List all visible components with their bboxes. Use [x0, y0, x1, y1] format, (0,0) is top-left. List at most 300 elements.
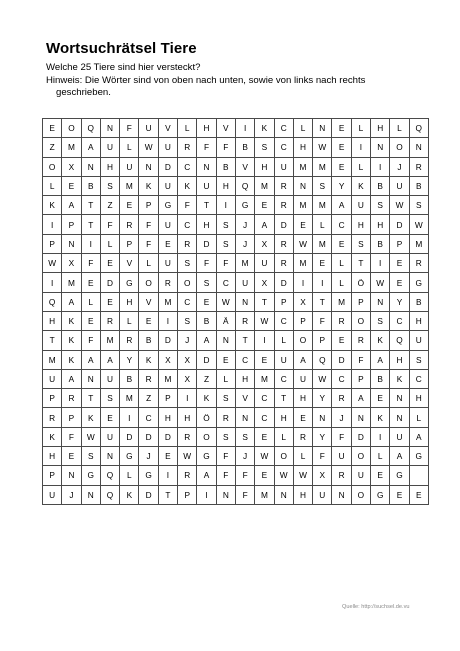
- grid-cell: R: [120, 215, 139, 234]
- grid-cell: M: [313, 234, 332, 253]
- grid-cell: Ö: [351, 273, 370, 292]
- grid-row: [43, 138, 429, 157]
- grid-cell: U: [332, 447, 351, 466]
- grid-cell: O: [178, 273, 197, 292]
- grid-cell: K: [139, 176, 158, 195]
- grid-cell: I: [178, 389, 197, 408]
- grid-cell: A: [197, 331, 216, 350]
- grid-row: [43, 331, 429, 350]
- grid-cell: B: [409, 292, 428, 311]
- grid-cell: W: [313, 138, 332, 157]
- grid-cell: U: [158, 176, 177, 195]
- grid-cell: E: [293, 215, 312, 234]
- grid-cell: N: [139, 157, 158, 176]
- grid-cell: G: [120, 273, 139, 292]
- grid-cell: P: [313, 331, 332, 350]
- grid-cell: R: [216, 408, 235, 427]
- grid-cell: K: [371, 408, 390, 427]
- grid-cell: M: [62, 273, 81, 292]
- grid-cell: D: [274, 215, 293, 234]
- grid-cell: D: [139, 427, 158, 446]
- grid-cell: P: [43, 234, 62, 253]
- grid-cell: S: [255, 138, 274, 157]
- grid-cell: S: [409, 196, 428, 215]
- grid-cell: U: [120, 157, 139, 176]
- grid-cell: E: [255, 196, 274, 215]
- grid-cell: W: [409, 215, 428, 234]
- grid-cell: N: [100, 447, 119, 466]
- grid-cell: A: [81, 350, 100, 369]
- grid-row: [43, 157, 429, 176]
- word-search-grid: [42, 118, 429, 505]
- grid-cell: P: [43, 389, 62, 408]
- grid-cell: I: [120, 408, 139, 427]
- grid-cell: H: [351, 215, 370, 234]
- grid-cell: C: [178, 292, 197, 311]
- grid-cell: L: [43, 176, 62, 195]
- grid-cell: A: [62, 369, 81, 388]
- grid-cell: R: [62, 389, 81, 408]
- grid-cell: F: [139, 215, 158, 234]
- grid-cell: N: [81, 369, 100, 388]
- hint-text: Hinweis: Die Wörter sind von oben nach unten, sowie von links nach rechts: [46, 75, 366, 86]
- grid-cell: G: [197, 447, 216, 466]
- grid-cell: R: [43, 408, 62, 427]
- grid-cell: B: [235, 138, 254, 157]
- grid-cell: O: [197, 427, 216, 446]
- grid-cell: E: [197, 292, 216, 311]
- grid-cell: X: [158, 350, 177, 369]
- grid-cell: M: [120, 176, 139, 195]
- grid-cell: E: [332, 138, 351, 157]
- grid-cell: R: [274, 176, 293, 195]
- grid-cell: F: [216, 138, 235, 157]
- grid-cell: T: [197, 196, 216, 215]
- question-text: Welche 25 Tiere sind hier versteckt?: [46, 62, 201, 73]
- grid-row: [43, 466, 429, 485]
- grid-row: [43, 485, 429, 504]
- grid-cell: L: [100, 234, 119, 253]
- grid-cell: I: [197, 485, 216, 504]
- grid-cell: X: [293, 292, 312, 311]
- grid-cell: I: [43, 215, 62, 234]
- grid-cell: U: [351, 196, 370, 215]
- grid-cell: B: [371, 369, 390, 388]
- grid-cell: N: [62, 234, 81, 253]
- grid-cell: O: [390, 138, 409, 157]
- grid-cell: R: [409, 157, 428, 176]
- grid-cell: B: [371, 176, 390, 195]
- grid-cell: C: [409, 369, 428, 388]
- grid-cell: F: [235, 485, 254, 504]
- grid-cell: O: [351, 447, 370, 466]
- grid-cell: R: [409, 254, 428, 273]
- grid-cell: Z: [139, 389, 158, 408]
- grid-cell: N: [371, 292, 390, 311]
- grid-cell: I: [313, 273, 332, 292]
- grid-cell: G: [235, 196, 254, 215]
- grid-cell: R: [178, 427, 197, 446]
- grid-cell: N: [81, 157, 100, 176]
- grid-cell: J: [235, 234, 254, 253]
- grid-cell: L: [120, 466, 139, 485]
- grid-cell: E: [139, 311, 158, 330]
- grid-cell: X: [178, 350, 197, 369]
- grid-cell: B: [120, 369, 139, 388]
- grid-cell: S: [216, 427, 235, 446]
- grid-cell: S: [178, 254, 197, 273]
- grid-cell: J: [62, 485, 81, 504]
- grid-cell: U: [313, 485, 332, 504]
- grid-cell: V: [235, 157, 254, 176]
- grid-cell: K: [43, 427, 62, 446]
- grid-cell: S: [197, 273, 216, 292]
- grid-cell: K: [351, 176, 370, 195]
- grid-cell: V: [139, 292, 158, 311]
- grid-cell: U: [197, 176, 216, 195]
- grid-cell: G: [409, 273, 428, 292]
- grid-cell: D: [351, 427, 370, 446]
- grid-cell: J: [235, 215, 254, 234]
- page-title: Wortsuchrätsel Tiere: [46, 40, 197, 57]
- grid-cell: T: [313, 292, 332, 311]
- grid-cell: D: [100, 273, 119, 292]
- grid-cell: E: [332, 234, 351, 253]
- grid-cell: M: [158, 369, 177, 388]
- grid-cell: H: [293, 389, 312, 408]
- grid-cell: M: [255, 369, 274, 388]
- grid-cell: S: [178, 311, 197, 330]
- grid-cell: R: [274, 254, 293, 273]
- grid-cell: P: [293, 311, 312, 330]
- grid-cell: E: [100, 408, 119, 427]
- grid-cell: L: [274, 427, 293, 446]
- grid-cell: C: [274, 138, 293, 157]
- grid-cell: H: [178, 408, 197, 427]
- grid-cell: S: [216, 389, 235, 408]
- grid-cell: A: [197, 466, 216, 485]
- grid-cell: L: [178, 119, 197, 138]
- grid-cell: P: [158, 389, 177, 408]
- grid-cell: C: [178, 157, 197, 176]
- grid-cell: I: [216, 196, 235, 215]
- grid-cell: Z: [43, 138, 62, 157]
- grid-cell: E: [43, 119, 62, 138]
- grid-cell: T: [158, 485, 177, 504]
- grid-cell: C: [274, 369, 293, 388]
- grid-cell: R: [235, 311, 254, 330]
- grid-cell: Q: [390, 331, 409, 350]
- grid-cell: I: [158, 466, 177, 485]
- grid-row: [43, 311, 429, 330]
- grid-cell: U: [100, 138, 119, 157]
- source-credit: Quelle: http://suchsel.de.vu: [342, 604, 410, 610]
- grid-row: [43, 427, 429, 446]
- grid-cell: N: [235, 292, 254, 311]
- grid-cell: N: [62, 466, 81, 485]
- hint-text-continued: geschrieben.: [56, 87, 111, 98]
- grid-cell: U: [409, 331, 428, 350]
- grid-cell: N: [274, 485, 293, 504]
- grid-cell: C: [235, 350, 254, 369]
- grid-cell: [409, 466, 428, 485]
- grid-cell: C: [178, 215, 197, 234]
- grid-cell: O: [293, 331, 312, 350]
- grid-cell: F: [332, 427, 351, 446]
- grid-cell: Y: [390, 292, 409, 311]
- grid-cell: E: [81, 273, 100, 292]
- grid-cell: I: [371, 427, 390, 446]
- grid-cell: O: [274, 447, 293, 466]
- grid-row: [43, 119, 429, 138]
- grid-cell: R: [178, 234, 197, 253]
- grid-cell: L: [139, 254, 158, 273]
- grid-cell: L: [351, 157, 370, 176]
- grid-cell: S: [81, 447, 100, 466]
- grid-cell: L: [120, 311, 139, 330]
- grid-cell: J: [390, 157, 409, 176]
- grid-cell: S: [313, 176, 332, 195]
- grid-cell: W: [274, 466, 293, 485]
- grid-cell: V: [235, 389, 254, 408]
- grid-cell: K: [62, 350, 81, 369]
- grid-cell: J: [139, 447, 158, 466]
- grid-cell: C: [390, 311, 409, 330]
- grid-cell: P: [62, 408, 81, 427]
- grid-cell: F: [216, 447, 235, 466]
- grid-cell: W: [139, 138, 158, 157]
- grid-cell: U: [255, 254, 274, 273]
- grid-cell: I: [81, 234, 100, 253]
- grid-cell: S: [235, 427, 254, 446]
- grid-cell: Y: [313, 389, 332, 408]
- grid-cell: K: [197, 389, 216, 408]
- grid-cell: E: [158, 234, 177, 253]
- grid-cell: I: [255, 331, 274, 350]
- grid-cell: G: [371, 485, 390, 504]
- grid-cell: M: [313, 157, 332, 176]
- grid-cell: R: [158, 273, 177, 292]
- grid-cell: E: [371, 466, 390, 485]
- grid-cell: F: [313, 311, 332, 330]
- grid-cell: F: [313, 447, 332, 466]
- grid-cell: S: [409, 350, 428, 369]
- grid-row: [43, 447, 429, 466]
- grid-cell: F: [197, 138, 216, 157]
- grid-cell: L: [371, 447, 390, 466]
- grid-cell: Y: [120, 350, 139, 369]
- grid-cell: C: [332, 215, 351, 234]
- grid-cell: L: [332, 273, 351, 292]
- grid-cell: U: [139, 119, 158, 138]
- grid-cell: N: [197, 157, 216, 176]
- grid-cell: X: [62, 157, 81, 176]
- grid-cell: X: [255, 273, 274, 292]
- grid-cell: N: [235, 408, 254, 427]
- grid-cell: K: [62, 311, 81, 330]
- grid-row: [43, 350, 429, 369]
- grid-cell: X: [178, 369, 197, 388]
- grid-cell: L: [81, 292, 100, 311]
- grid-cell: P: [178, 485, 197, 504]
- grid-cell: L: [351, 119, 370, 138]
- grid-cell: E: [255, 466, 274, 485]
- grid-cell: T: [81, 215, 100, 234]
- grid-cell: B: [197, 311, 216, 330]
- grid-cell: U: [158, 254, 177, 273]
- grid-cell: L: [409, 408, 428, 427]
- grid-cell: G: [120, 447, 139, 466]
- grid-cell: H: [43, 311, 62, 330]
- grid-cell: E: [390, 273, 409, 292]
- grid-cell: F: [216, 254, 235, 273]
- grid-cell: H: [293, 485, 312, 504]
- grid-cell: S: [371, 196, 390, 215]
- grid-cell: F: [235, 466, 254, 485]
- grid-cell: N: [81, 485, 100, 504]
- grid-cell: R: [178, 138, 197, 157]
- grid-cell: W: [178, 447, 197, 466]
- grid-cell: N: [371, 138, 390, 157]
- grid-cell: H: [43, 447, 62, 466]
- grid-cell: H: [409, 311, 428, 330]
- grid-cell: H: [255, 157, 274, 176]
- grid-row: [43, 176, 429, 195]
- grid-cell: N: [332, 485, 351, 504]
- grid-cell: W: [390, 196, 409, 215]
- grid-cell: G: [81, 466, 100, 485]
- grid-cell: D: [390, 215, 409, 234]
- grid-cell: E: [371, 389, 390, 408]
- grid-cell: R: [178, 466, 197, 485]
- grid-cell: O: [43, 157, 62, 176]
- grid-cell: U: [274, 350, 293, 369]
- grid-cell: N: [313, 408, 332, 427]
- grid-cell: T: [235, 331, 254, 350]
- grid-cell: O: [139, 273, 158, 292]
- grid-cell: Z: [100, 196, 119, 215]
- grid-cell: I: [235, 119, 254, 138]
- grid-cell: O: [351, 311, 370, 330]
- grid-cell: U: [351, 466, 370, 485]
- grid-cell: A: [255, 215, 274, 234]
- grid-cell: W: [43, 254, 62, 273]
- grid-cell: H: [100, 157, 119, 176]
- grid-cell: A: [371, 350, 390, 369]
- grid-cell: N: [351, 408, 370, 427]
- grid-cell: F: [100, 215, 119, 234]
- grid-cell: N: [313, 119, 332, 138]
- grid-row: [43, 369, 429, 388]
- grid-cell: C: [255, 389, 274, 408]
- grid-cell: M: [62, 138, 81, 157]
- grid-cell: K: [255, 119, 274, 138]
- grid-cell: E: [100, 292, 119, 311]
- grid-cell: H: [235, 369, 254, 388]
- grid-cell: L: [293, 447, 312, 466]
- grid-cell: Q: [100, 485, 119, 504]
- grid-cell: I: [293, 273, 312, 292]
- grid-row: [43, 273, 429, 292]
- grid-cell: E: [100, 254, 119, 273]
- grid-cell: J: [178, 331, 197, 350]
- grid-cell: E: [158, 447, 177, 466]
- grid-cell: E: [313, 254, 332, 273]
- grid-cell: M: [313, 196, 332, 215]
- grid-cell: S: [100, 389, 119, 408]
- grid-cell: O: [351, 485, 370, 504]
- grid-cell: E: [62, 176, 81, 195]
- grid-cell: K: [81, 408, 100, 427]
- grid-cell: P: [120, 234, 139, 253]
- grid-cell: S: [216, 215, 235, 234]
- grid-cell: D: [158, 427, 177, 446]
- grid-cell: E: [390, 485, 409, 504]
- grid-cell: A: [62, 196, 81, 215]
- grid-cell: L: [390, 119, 409, 138]
- grid-cell: U: [100, 427, 119, 446]
- grid-cell: S: [371, 311, 390, 330]
- grid-cell: M: [255, 176, 274, 195]
- grid-cell: A: [390, 447, 409, 466]
- grid-cell: M: [255, 485, 274, 504]
- grid-cell: E: [255, 350, 274, 369]
- grid-cell: D: [197, 350, 216, 369]
- grid-cell: M: [100, 331, 119, 350]
- grid-cell: K: [371, 331, 390, 350]
- grid-cell: L: [313, 215, 332, 234]
- grid-cell: S: [100, 176, 119, 195]
- grid-cell: B: [81, 176, 100, 195]
- grid-cell: W: [255, 311, 274, 330]
- grid-cell: G: [139, 466, 158, 485]
- grid-cell: K: [120, 485, 139, 504]
- grid-cell: D: [274, 273, 293, 292]
- grid-cell: Q: [235, 176, 254, 195]
- grid-cell: C: [274, 311, 293, 330]
- grid-cell: H: [197, 119, 216, 138]
- grid-cell: M: [409, 234, 428, 253]
- grid-cell: T: [351, 254, 370, 273]
- grid-cell: M: [293, 196, 312, 215]
- grid-cell: U: [158, 138, 177, 157]
- grid-cell: B: [139, 331, 158, 350]
- grid-cell: E: [332, 119, 351, 138]
- grid-cell: C: [216, 273, 235, 292]
- grid-cell: D: [332, 350, 351, 369]
- grid-cell: R: [332, 311, 351, 330]
- grid-cell: D: [120, 427, 139, 446]
- grid-cell: L: [274, 331, 293, 350]
- grid-cell: H: [409, 389, 428, 408]
- grid-cell: N: [293, 176, 312, 195]
- grid-cell: V: [216, 119, 235, 138]
- grid-cell: I: [351, 138, 370, 157]
- grid-cell: S: [216, 234, 235, 253]
- grid-cell: M: [158, 292, 177, 311]
- grid-cell: H: [158, 408, 177, 427]
- grid-cell: Q: [43, 292, 62, 311]
- grid-row: [43, 389, 429, 408]
- grid-cell: W: [293, 234, 312, 253]
- grid-cell: F: [81, 254, 100, 273]
- grid-cell: F: [120, 119, 139, 138]
- grid-cell: N: [216, 485, 235, 504]
- grid-cell: H: [371, 215, 390, 234]
- grid-cell: W: [255, 447, 274, 466]
- grid-cell: F: [351, 350, 370, 369]
- grid-cell: V: [158, 119, 177, 138]
